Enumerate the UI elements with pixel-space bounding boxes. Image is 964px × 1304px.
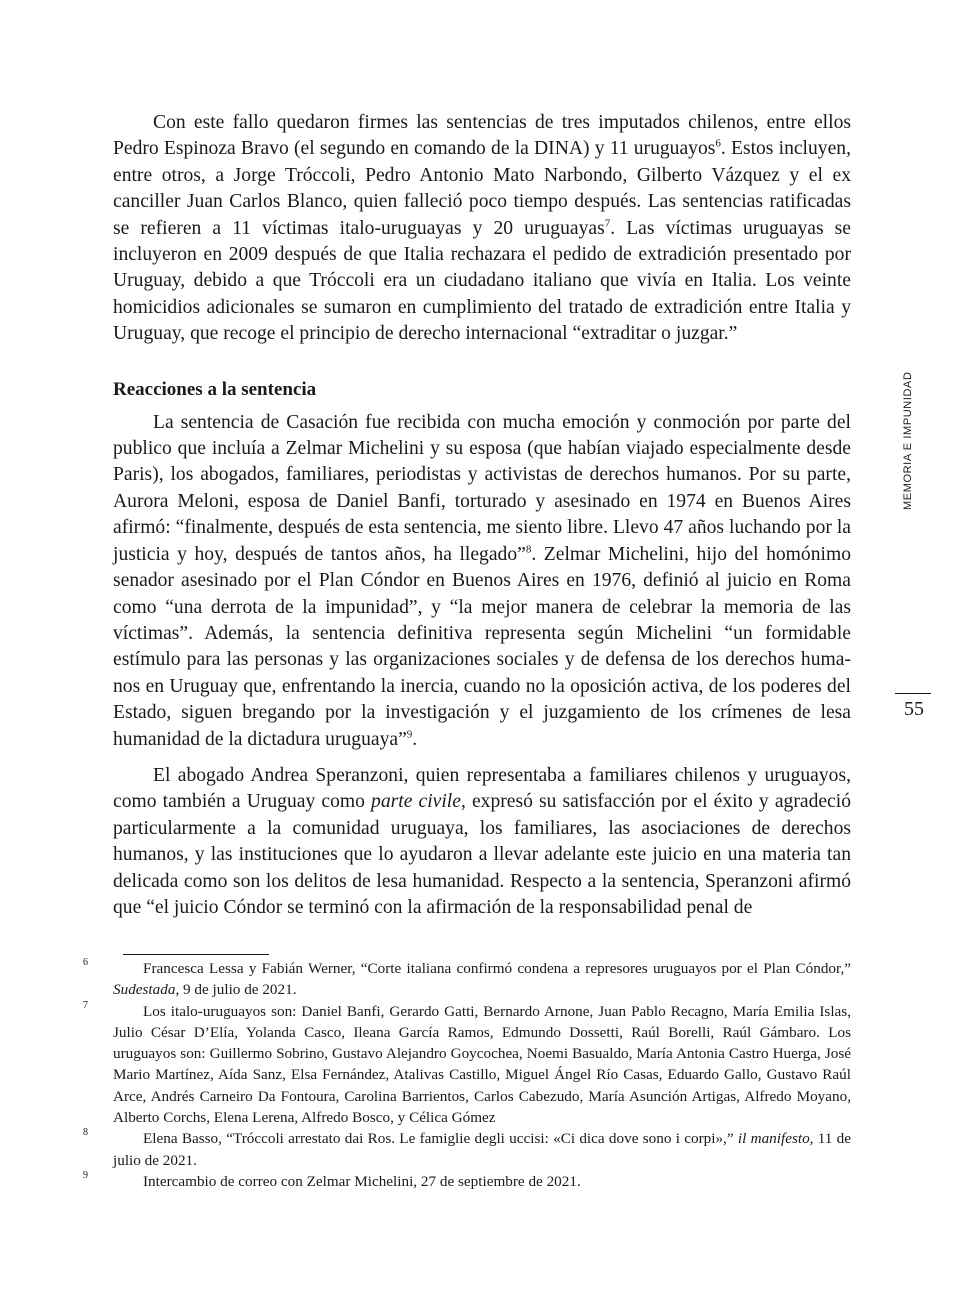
paragraph-2: [113, 410, 851, 753]
footnote-7: [83, 999, 851, 1129]
page-number: 55: [904, 698, 924, 720]
footnote-text: Intercambio de correo con Zelmar Michelini, 27 de septiembre de 2021.: [143, 1172, 581, 1190]
paragraph-2-text-b: . Zelmar Michelini, hijo del homónimo senador asesinado por el Plan Cóndor en Buenos Aires en 1976, definió al juicio en Roma como “una derrota de la impunidad”, y “la mejor manera de celebrar la memoria de las víctimas”. Además, la sentencia definitiva representa según Michelini “un formidable estímulo para las personas y las organizaciones sociales y de defensa de los derechos humanos en Uruguay que, enfrentando la inercia, cuando no la oposición activa, de los poderes del Estado, siguen bregando por la investigación y el juzgamiento de los crímenes de lesa humanidad de la dictadura uruguaya”: [113, 543, 851, 750]
footnote-italic: Sudestada: [113, 981, 176, 999]
paragraph-3-text-b: , expresó su satisfacción por el éxito y agradeció particularmente a la comunidad uruguaya, los familiares, las asociaciones de derechos humanos, y las instituciones que lo ayudaron a llevar adelante este juicio en una materia tan delicada como son los delitos de lesa humanidad. Respecto a la sentencia, Speranzoni afirmó que “el juicio Cóndor se terminó con la afirmación de la responsabilidad penal de: [113, 791, 851, 918]
body-text: [113, 110, 851, 921]
footnote-text-tail: , 9 de julio de 2021.: [175, 981, 297, 999]
footnote-ref-7: 7: [604, 217, 611, 230]
paragraph-2-text-a: La sentencia de Casación fue recibida con mucha emoción y conmoción por parte del publico que incluía a Zelmar Michelini y su esposa (que habían viajado especialmente desde Paris), los abogados, familiares, periodistas y activistas de derechos humanos. Por su parte, Aurora Meloni, esposa de Daniel Banfi, torturado y asesinado en 1974 en Buenos Aires afirmó: “finalmente, después de esta sentencia, me siento libre. Llevo 47 años luchando por la justicia y hoy, después de tantos años, ha llegado”: [113, 411, 851, 565]
page-number-rule: [895, 693, 931, 694]
footnote-text: Elena Basso, “Tróccoli arrestato dai Ros. Le famiglie degli uccisi: «Ci dica dove sono i corpi»,”: [143, 1130, 738, 1148]
footnotes: [83, 957, 852, 1192]
footnote-6: [83, 957, 851, 1001]
footnote-number: 7: [83, 999, 88, 1011]
footnote-text: Francesca Lessa y Fabián Werner, “Corte italiana confirmó condena a represores uruguayos por el Plan Cóndor,”: [143, 960, 851, 977]
running-head: MEMORIA E IMPUNIDAD: [902, 371, 914, 510]
paragraph-1-text-a: Con este fallo quedaron firmes las sentencias de tres imputados chilenos, entre ellos Pedro Espinoza Bravo (el segundo en comando de la DINA) y 11 uruguayos: [113, 112, 851, 160]
footnote-number: 8: [83, 1127, 88, 1139]
footnote-ref-9: 9: [406, 728, 413, 740]
paragraph-1: [113, 110, 851, 348]
paragraph-3: [113, 763, 851, 921]
footnote-text: Los italo-uruguayos son: Daniel Banfi, Gerardo Gatti, Bernardo Arnone, Juan Pablo Recagno, María Emilia Islas, Julio César D’Elía, Yolanda Casco, Ileana García Ramos, Edmundo Dossetti, Raúl Borelli, Raúl Gámbaro. Los uruguayos son: Guillermo Sobrino, Gustavo Alejandro Goycochea, Noemi Basualdo, María Antonia Castro Huerga, José Mario Martínez, Aída Sanz, Elsa Fernández, Atalivas Castillo, Miguel Ángel Río Casas, Eduardo Gallo, Gustavo Raúl Arce, Andrés Carneiro Da Fontoura, Carolina Barrientos, Carlos Cabezudo, María Asunción Artigas, Alfredo Moyano, Alberto Corchs, Elena Lerena, Alfredo Bosco, y Célica Gómez: [113, 1002, 851, 1127]
paragraph-1-text-c: . Las víctimas uruguayas se incluyeron en 2009 después de que Italia rechazara el pedido de extradición presentado por Uruguay, debido a que Tróccoli era un ciudadano italiano que vivía en Italia. Los veinte homicidios adicionales se sumaron en cumplimiento del tratado de extradición entre Italia y Uruguay, que recoge el principio de derecho internacional “extraditar o juzgar.”: [113, 217, 851, 345]
footnote-8: [83, 1127, 852, 1171]
paragraph-3-text-a: El abogado Andrea Speranzoni, quien representaba a familiares chilenos y uruguayos, como también a Uruguay como: [113, 764, 851, 813]
section-heading: Reacciones a la sentencia: [113, 378, 317, 400]
footnote-number: 9: [83, 1169, 88, 1181]
paragraph-1-text-b: . Estos incluyen, entre otros, a Jorge Tróccoli, Pedro Antonio Mato Narbondo, Gilberto Vázquez y el ex canciller Juan Carlos Blanco, quien falleció poco tiempo después. Las sentencias ratificadas se refieren a 11 víctimas italo-uruguayas y 20 uruguayas: [113, 138, 851, 239]
footnote-text-tail: , 11 de julio de 2021.: [113, 1130, 852, 1169]
footnote-separator: [123, 954, 269, 955]
footnote-9: [83, 1169, 851, 1192]
footnote-number: 6: [83, 957, 88, 968]
footnote-italic: il manifesto: [737, 1130, 810, 1148]
footnote-ref-6: 6: [715, 137, 721, 150]
footnote-ref-8: 8: [525, 543, 532, 556]
paragraph-2-text-c: .: [412, 728, 418, 750]
paragraph-3-italic: parte civile: [371, 791, 461, 813]
